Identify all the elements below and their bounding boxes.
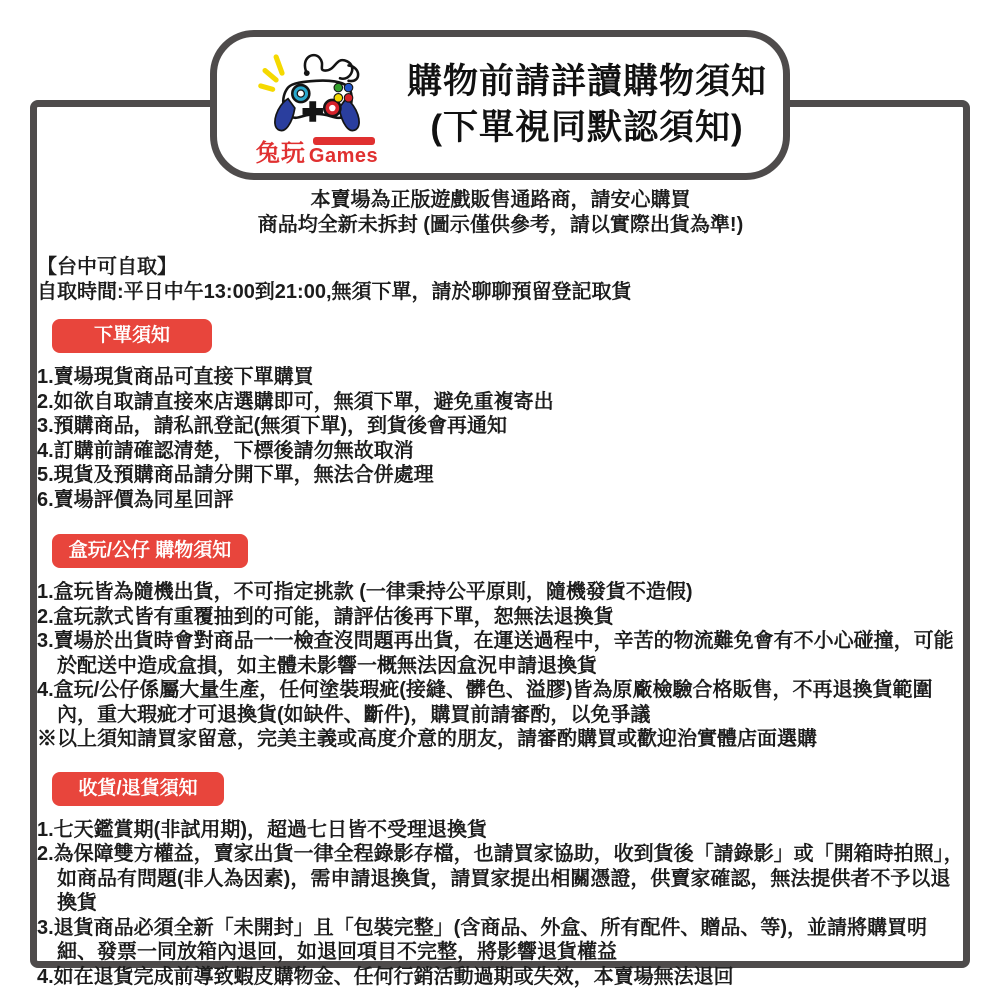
pickup-detail: 自取時間:平日中午13:00到21:00,無須下單，請於聊聊預留登記取貨 [37,281,632,303]
brand-logo [227,45,407,166]
list-item: 2.如欲自取請直接來店選購即可，無須下單，避免重複寄出 [37,390,554,413]
list-item: 5.現貨及預購商品請分開下單，無法合併處理 [37,464,434,486]
intro-line2: 商品均全新未拆封 (圖示僅供參考，請以實際出貨為準!) [257,214,744,236]
brand-name-en: Games [308,144,379,167]
list-item: 1.七天鑑賞期(非試用期)，超過七日皆不受理退換貨 [37,818,487,841]
pickup-title: 【台中可自取】 [37,256,177,278]
brand-logo-text [256,137,378,166]
list-item: 4.如在退貨完成前導致蝦皮購物金、任何行銷活動過期或失效，本賣場無法退回 [37,965,734,988]
section-order-notice [37,319,964,512]
section-blindbox-notice [37,534,964,752]
order-notice-list [37,365,964,512]
intro-line1: 本賣場為正版遊戲販售通路商，請安心購買 [310,189,691,211]
badge-return-notice: 收貨/退貨須知 [52,772,224,806]
notice-title [407,59,767,151]
list-item: 2.盒玩款式皆有重覆抽到的可能，請評估後再下單，恕無法退換貨 [37,605,614,628]
brand-tagline-ribbon [313,137,375,145]
list-item: 3.賣場於出貨時會對商品一一檢查沒問題再出貨，在運送過程中，辛苦的物流難免會有不小心碰撞，可能於配送中造成盒損，如主體未影響一概無法因盒況申請退換貨 [37,630,954,677]
list-item: 1.賣場現貨商品可直接下單購買 [37,366,314,388]
list-item: 1.盒玩皆為隨機出貨，不可指定挑款 (一律秉持公平原則，隨機發貨不造假) [37,581,693,603]
list-item: 6.賣場評價為同星回評 [37,488,234,511]
game-controller-icon [241,45,393,143]
intro-block [37,188,964,238]
list-item: 4.訂購前請確認清楚，下標後請勿無故取消 [37,439,414,462]
badge-order-notice: 下單須知 [52,319,212,353]
notice-title-line1: 購物前請詳讀購物須知 [407,61,768,101]
return-notice-list [37,818,964,990]
notice-content [37,188,964,989]
list-item: 2.為保障雙方權益，賣家出貨一律全程錄影存檔，也請買家協助，收到貨後「請錄影」或「開箱時拍照」，如商品有問題(非人為因素)，需申請退換貨，請買家提出相關憑證，供賣家確認，無法提供者不予以退換貨 [37,843,964,914]
section-return-notice [37,772,964,990]
list-item: 4.盒玩/公仔係屬大量生產，任何塗裝瑕疵(接縫、髒色、溢膠)皆為原廠檢驗合格販售，不再退換貨範圍內，重大瑕疵才可退換貨(如缺件、斷件)，購買前請審酌，以免爭議 [37,679,933,726]
pickup-block [37,255,964,305]
list-item: ※以上須知請買家留意，完美主義或高度介意的朋友，請審酌購買或歡迎治實體店面選購 [37,728,817,750]
list-item: 3.預購商品，請私訊登記(無須下單)，到貨後會再通知 [37,415,507,437]
notice-title-line2: (下單視同默認須知) [430,108,744,147]
blindbox-notice-list [37,580,964,752]
brand-name-cn: 兔玩 [255,139,306,167]
list-item: 3.退貨商品必須全新「未開封」且「包裝完整」(含商品、外盒、所有配件、贈品、等)，並請將購買明細、發票一同放箱內退回，如退回項目不完整，將影響退貨權益 [37,916,927,963]
badge-blindbox-notice: 盒玩/公仔 購物須知 [52,534,248,568]
header-box [210,30,790,180]
